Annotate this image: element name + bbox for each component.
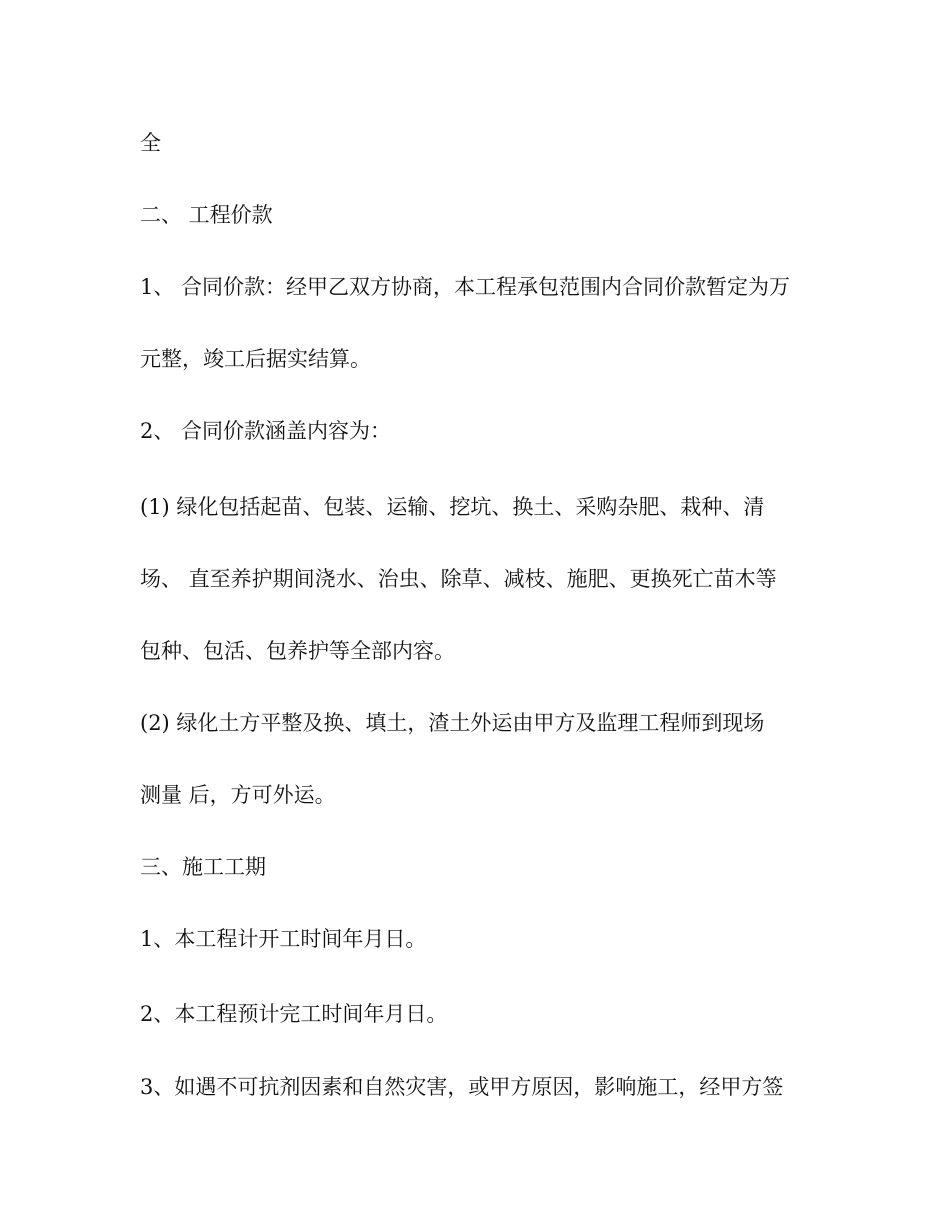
text-line-item-1-end: 包种、包活、包养护等全部内容。: [140, 639, 455, 663]
text-line-section-tail: 全: [140, 131, 161, 155]
text-line-item-1-cont: 场、 直至养护期间浇水、治虫、除草、减枝、施肥、更换死亡苗木等: [140, 567, 777, 591]
text-line-contract-price: 1、 合同价款：经甲乙双方协商，本工程承包范围内合同价款暂定为万: [140, 275, 791, 299]
text-line-price-coverage: 2、 合同价款涵盖内容为：: [140, 419, 392, 443]
text-line-contract-price-cont: 元整，竣工后据实结算。: [140, 347, 371, 371]
text-line-item-1: (1) 绿化包括起苗、包装、运输、挖坑、换土、采购杂肥、栽种、清: [140, 495, 765, 519]
heading-project-price: 二、 工程价款: [140, 203, 273, 227]
text-line-force-majeure: 3、如遇不可抗剂因素和自然灾害，或甲方原因，影响施工，经甲方签: [140, 1075, 784, 1099]
text-line-item-2: (2) 绿化土方平整及换、填土，渣土外运由甲方及监理工程师到现场: [140, 711, 765, 735]
text-line-start-date: 1、本工程计开工时间年月日。: [140, 927, 427, 951]
heading-construction-period: 三、施工工期: [140, 855, 266, 879]
text-line-completion-date: 2、本工程预计完工时间年月日。: [140, 1002, 448, 1026]
text-line-item-2-cont: 测量 后，方可外运。: [140, 783, 336, 807]
